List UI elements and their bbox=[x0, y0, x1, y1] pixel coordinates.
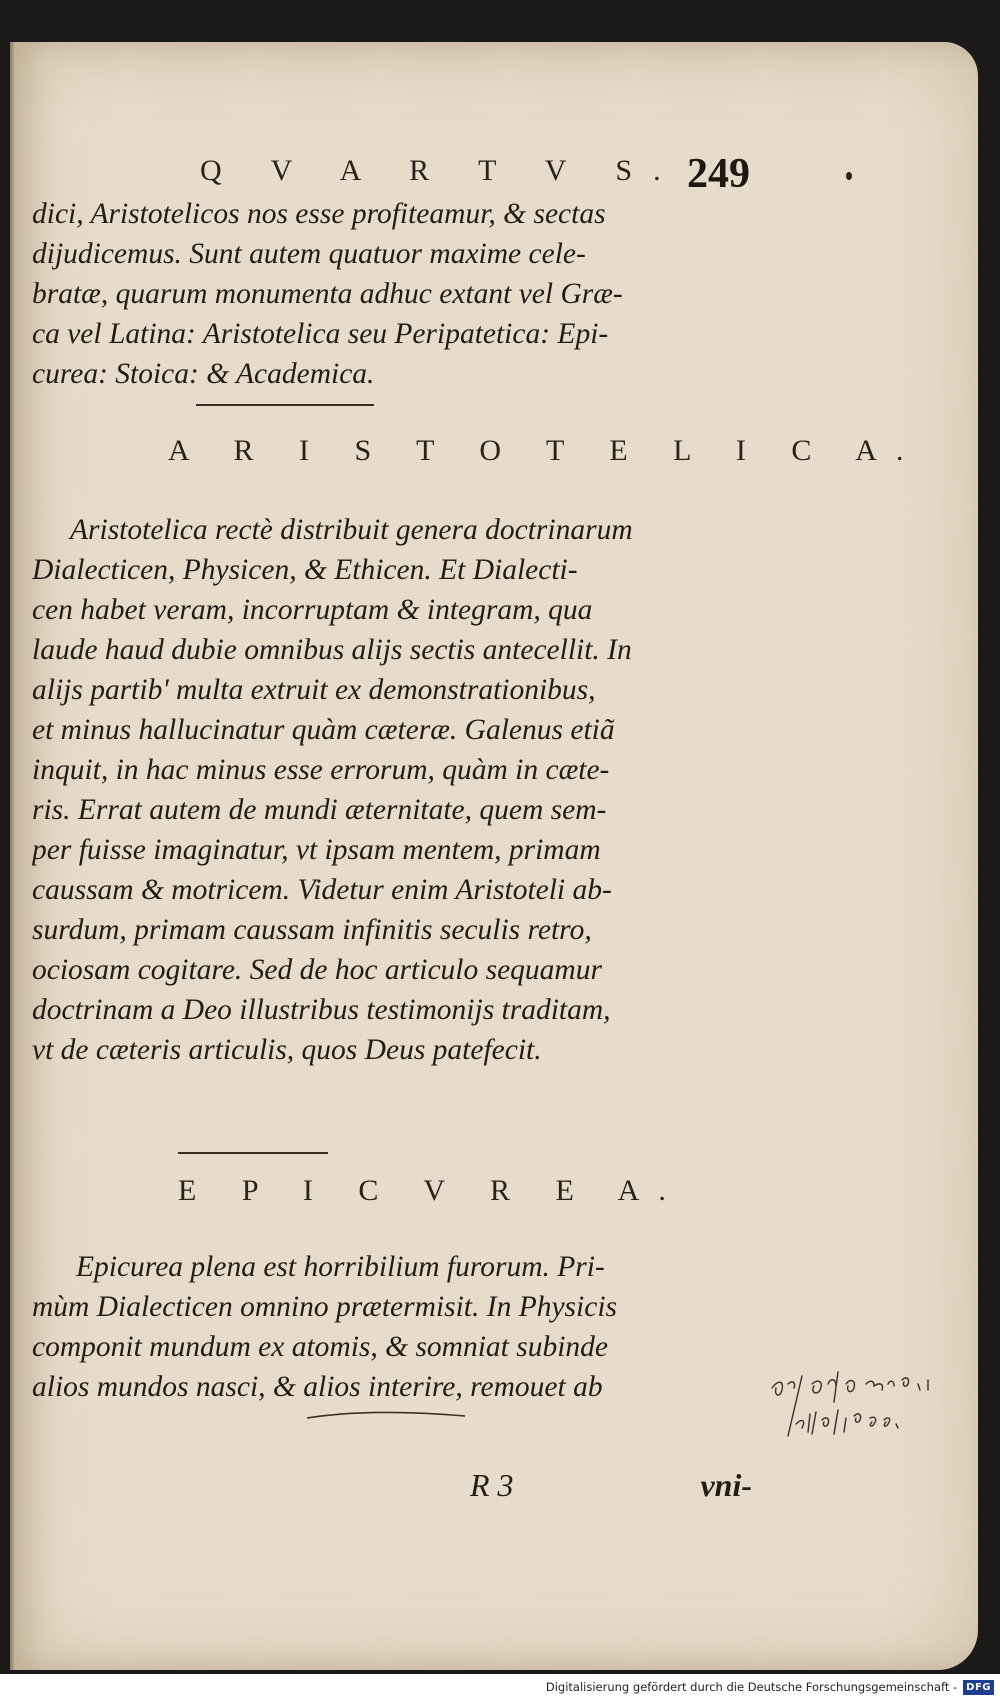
text-line: ociosam cogitare. Sed de hoc articulo sequamur bbox=[32, 954, 602, 986]
text-line: bratæ, quarum monumenta adhuc extant vel Græ- bbox=[32, 278, 623, 310]
paragraph-aristotelica bbox=[32, 510, 754, 1070]
text-line: Dialecticen, Physicen, & Ethicen. Et Dialecti- bbox=[32, 554, 578, 586]
dfg-logo: DFG bbox=[963, 1680, 994, 1695]
text-line: dici, Aristotelicos nos esse profiteamur, & sectas bbox=[32, 198, 606, 230]
text-line: alios mundos nasci, & alios interire, remouet ab bbox=[32, 1371, 603, 1403]
catchword: vni- bbox=[700, 1467, 752, 1503]
text-line: inquit, in hac minus esse errorum, quàm in cæte- bbox=[32, 754, 610, 786]
text-line: cen habet veram, incorruptam & integram, qua bbox=[32, 594, 593, 626]
running-title: Q V A R T V S. bbox=[200, 154, 682, 187]
text-line: componit mundum ex atomis, & somniat subinde bbox=[32, 1331, 609, 1363]
text-line: curea: Stoica: & Academica. bbox=[32, 358, 375, 390]
text-line: dijudicemus. Sunt autem quatuor maxime cele- bbox=[32, 238, 586, 270]
text-line: Epicurea plena est horribilium furorum. Pri- bbox=[76, 1251, 605, 1283]
text-line: et minus hallucinatur quàm cæteræ. Galenus etiã bbox=[32, 714, 615, 746]
page-foot-line bbox=[470, 1467, 752, 1511]
text-line: caussam & motricem. Videtur enim Aristoteli ab- bbox=[32, 874, 612, 906]
footer-credit: Digitalisierung gefördert durch die Deutsche Forschungsgemeinschaft - bbox=[545, 1680, 958, 1694]
book-page bbox=[10, 42, 978, 1670]
heading-epicurea: E P I C V R E A. bbox=[178, 1174, 685, 1207]
text-line: mùm Dialecticen omnino prætermisit. In Physicis bbox=[32, 1291, 618, 1323]
text-line: Aristotelica rectè distribuit genera doctrinarum bbox=[70, 514, 633, 546]
section-rule bbox=[178, 1152, 328, 1154]
running-head bbox=[200, 151, 750, 198]
handwritten-marginal-note bbox=[768, 1354, 958, 1454]
handwritten-underline bbox=[305, 1408, 470, 1422]
paragraph-epicurea bbox=[32, 1247, 754, 1407]
text-line: doctrinam a Deo illustribus testimonijs traditam, bbox=[32, 994, 611, 1026]
page-number: 249 bbox=[687, 151, 750, 197]
text-line: ris. Errat autem de mundi æternitate, quem sem- bbox=[32, 794, 607, 826]
text-line: laude haud dubie omnibus alijs sectis antecellit. In bbox=[32, 634, 632, 666]
digitization-footer bbox=[0, 1674, 1000, 1700]
section-rule bbox=[196, 404, 374, 406]
text-line: alijs partib' multa extruit ex demonstrationibus, bbox=[32, 674, 596, 706]
text-line: per fuisse imaginatur, vt ipsam mentem, primam bbox=[32, 834, 601, 866]
heading-aristotelica: A R I S T O T E L I C A. bbox=[168, 434, 923, 467]
text-line: ca vel Latina: Aristotelica seu Peripatetica: Epi- bbox=[32, 318, 609, 350]
paragraph-intro bbox=[32, 194, 754, 394]
text-line: vt de cæteris articulis, quos Deus patefecit. bbox=[32, 1034, 542, 1066]
text-line: surdum, primam caussam infinitis seculis retro, bbox=[32, 914, 592, 946]
signature-mark: R 3 bbox=[470, 1467, 514, 1503]
ink-speck bbox=[846, 172, 852, 180]
